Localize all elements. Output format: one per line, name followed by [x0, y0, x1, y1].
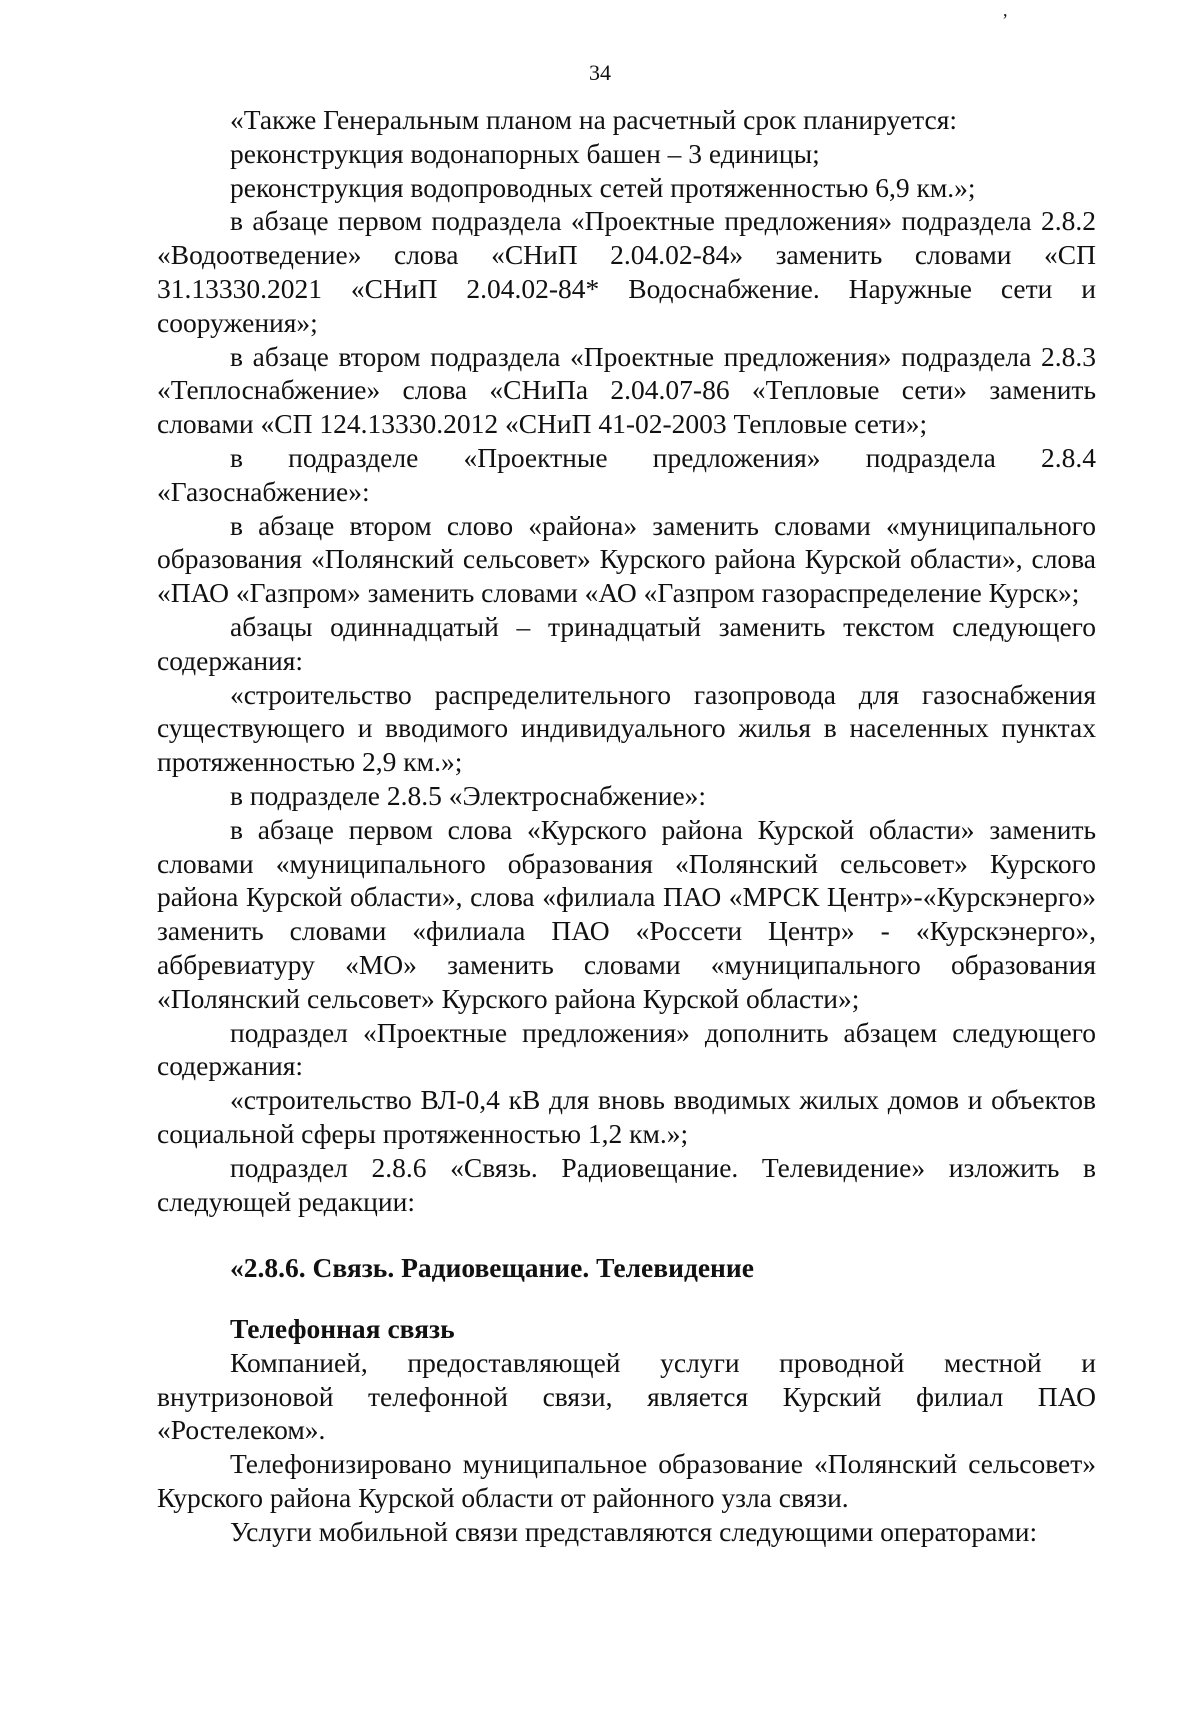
paragraph: реконструкция водонапорных башен – 3 единицы; [230, 137, 820, 169]
paragraph: подраздел «Проектные предложения» дополнить абзацем следующего содержания: [157, 1016, 1096, 1082]
paragraph: Компанией, предоставляющей услуги проводной местной и внутризоновой телефонной связи, является Курский филиал ПАО «Ростелеком». [157, 1346, 1096, 1446]
paragraph: подраздел 2.8.6 «Связь. Радиовещание. Телевидение» изложить в следующей редакции: [157, 1151, 1096, 1217]
paragraph: в абзаце первом подраздела «Проектные предложения» подраздела 2.8.2 «Водоотведение» слова «СНиП 2.04.02-84» заменить словами «СП 31.13330.2021 «СНиП 2.04.02-84* Водоснабжение. Наружные сети и сооружения»; [157, 205, 1096, 338]
paragraph: «строительство распределительного газопровода для газоснабжения существующего и вводимого индивидуального жилья в населенных пунктах протяженностью 2,9 км.»; [157, 678, 1096, 778]
document-body [157, 103, 1096, 1549]
paragraph: «Также Генеральным планом на расчетный срок планируется: [230, 104, 957, 135]
paragraph: в абзаце втором подраздела «Проектные предложения» подраздела 2.8.3 «Теплоснабжение» слова «СНиПа 2.04.07-86 «Тепловые сети» заменить словами «СП 124.13330.2012 «СНиП 41-02-2003 Тепловые сети»; [157, 340, 1096, 440]
paragraph: «строительство ВЛ-0,4 кВ для вновь вводимых жилых домов и объектов социальной сферы протяженностью 1,2 км.»; [157, 1084, 1096, 1149]
paragraph: в абзаце втором слово «района» заменить словами «муниципального образования «Полянский сельсовет» Курского района Курской области», слова «ПАО «Газпром» заменить словами «АО «Газпром газораспределение Курск»; [157, 509, 1096, 609]
paragraph: абзацы одиннадцатый – тринадцатый заменить текстом следующего содержания: [157, 610, 1096, 676]
spacer [157, 1218, 1096, 1251]
paragraph: Услуги мобильной связи представляются следующими операторами: [230, 1515, 1038, 1547]
paragraph: реконструкция водопроводных сетей протяженностью 6,9 км.»; [230, 171, 976, 203]
page-number: 34 [589, 60, 611, 85]
subheading: Телефонная связь [230, 1313, 455, 1345]
paragraph: в подразделе «Проектные предложения» подраздела 2.8.4 «Газоснабжение»: [157, 441, 1096, 507]
spacer [157, 1285, 1096, 1312]
section-heading: «2.8.6. Связь. Радиовещание. Телевидение [230, 1252, 754, 1284]
paragraph: в подразделе 2.8.5 «Электроснабжение»: [230, 779, 707, 811]
paragraph: в абзаце первом слова «Курского района Курской области» заменить словами «муниципального образования «Полянский сельсовет» Курского района Курской области», слова «филиала ПАО «МРСК Центр»-«Курскэнерго» заменить словами «филиала ПАО «Россети Центр» - «Курскэнерго», аббревиатуру «МО» заменить словами «муниципального образования «Полянский сельсовет» Курского района Курской области»; [157, 813, 1096, 1014]
paragraph: Телефонизировано муниципальное образование «Полянский сельсовет» Курского района Курской области от районного узла связи. [157, 1448, 1096, 1514]
corner-mark: , [1003, 0, 1008, 20]
